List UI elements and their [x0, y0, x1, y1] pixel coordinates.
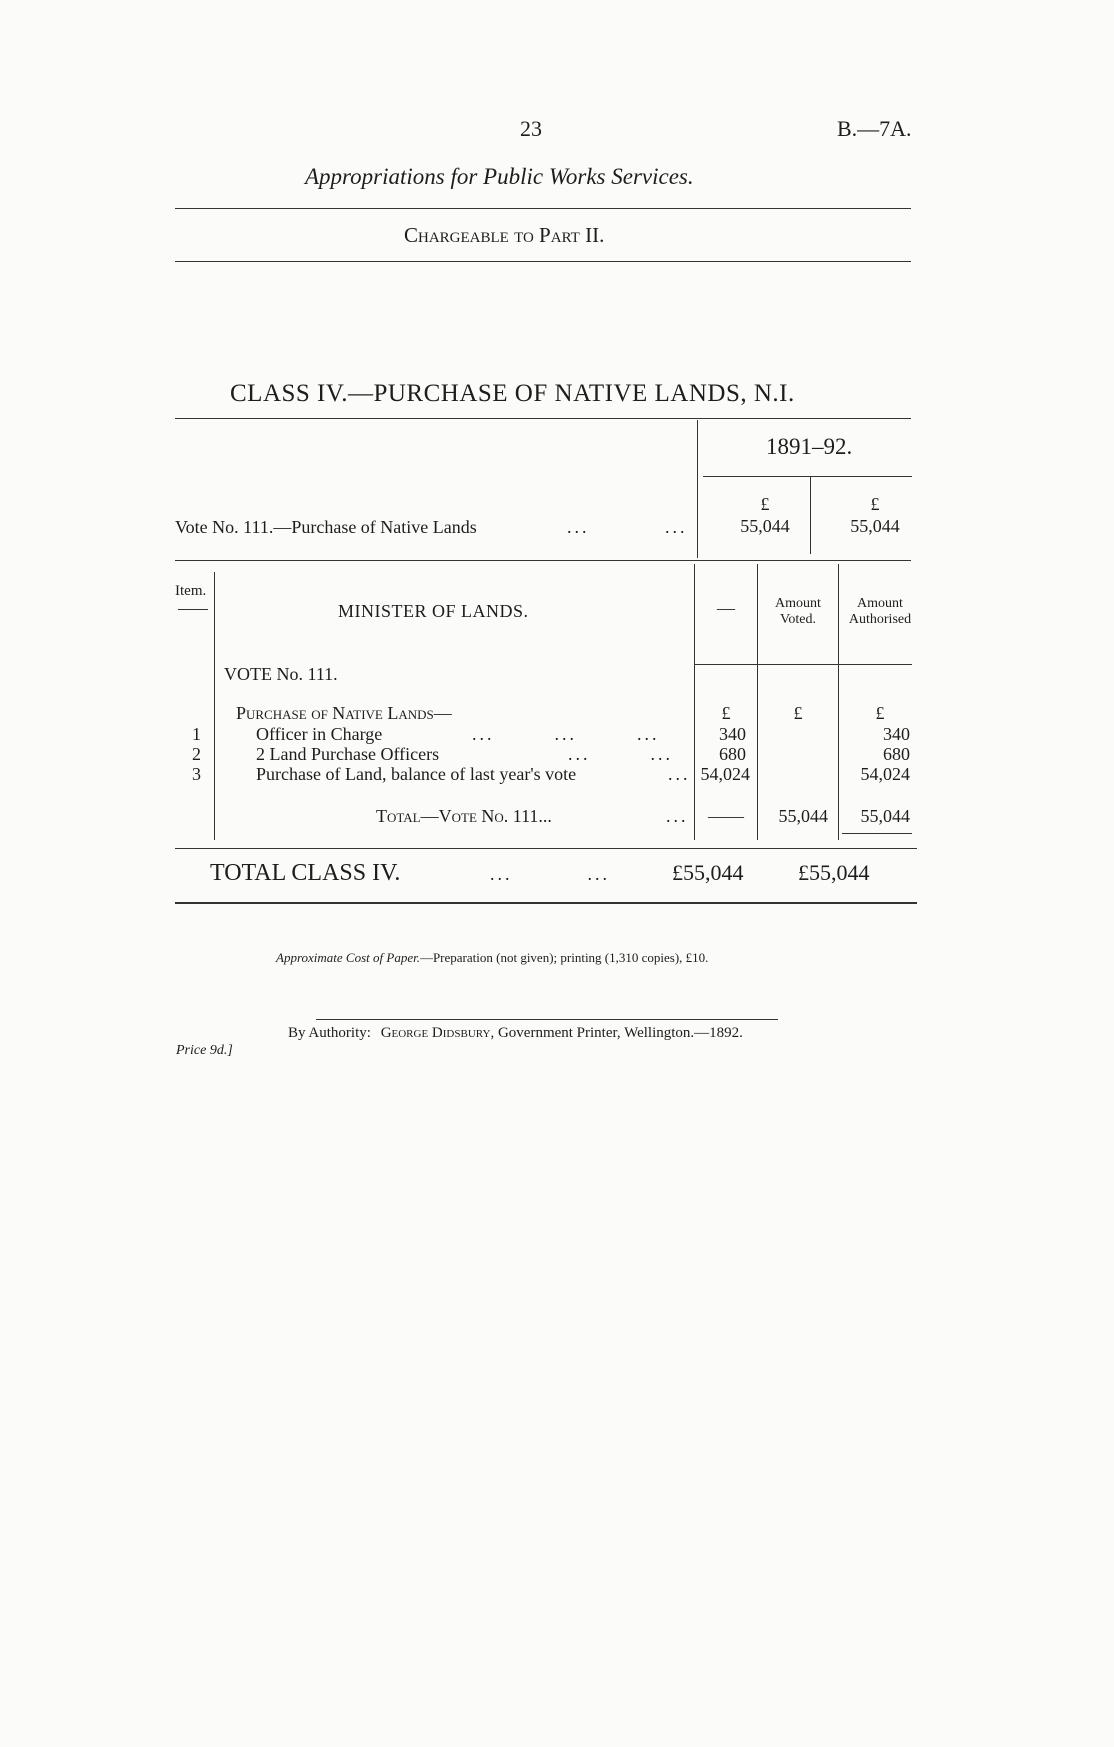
vote-summary-label: Vote No. 111.—Purchase of Native Lands — [175, 517, 477, 537]
year-heading: 1891–92. — [766, 434, 853, 459]
total-class-amount: £55,044 — [672, 860, 744, 885]
section-heading: Purchase of Native Lands— — [236, 703, 452, 723]
leader-dots: ... ... — [490, 864, 610, 884]
row-label: 2 Land Purchase Officers — [256, 744, 440, 764]
summary-amount: 55,044 — [850, 516, 900, 536]
currency-symbol: £ — [760, 494, 770, 514]
total-col3-value: 55,044 — [860, 806, 910, 826]
summary-amount: 55,044 — [740, 516, 790, 536]
item-number: 1 — [192, 724, 201, 744]
subtitle-rule — [175, 261, 911, 262]
col2-divider — [757, 564, 758, 840]
row-col1-value: 340 — [719, 724, 746, 744]
row-col3-value: 340 — [883, 724, 910, 744]
header-rule — [694, 664, 912, 665]
summary-col-divider — [810, 476, 811, 554]
authority-rule — [316, 1019, 778, 1020]
row-label: Purchase of Land, balance of last year's vote — [256, 764, 577, 784]
class-heading: CLASS IV.—PURCHASE OF NATIVE LANDS, N.I. — [230, 380, 795, 407]
total-vote-label: Total—Vote No. 111... — [376, 806, 552, 826]
year-rule — [703, 476, 912, 477]
row-col1-value: 680 — [719, 744, 746, 764]
leader-dots: ... ... — [568, 744, 673, 764]
row-col3-value: 680 — [883, 744, 910, 764]
currency-symbol: £ — [793, 703, 803, 723]
total-class-amount: £55,044 — [798, 860, 870, 885]
summary-bottom-rule — [175, 560, 911, 561]
leader-dots: ... — [665, 517, 688, 537]
item-column-divider — [214, 572, 215, 840]
title-rule — [175, 208, 911, 209]
total-underline — [842, 833, 912, 834]
document-reference: B.—7A. — [837, 116, 912, 141]
minister-heading: MINISTER OF LANDS. — [338, 601, 529, 621]
class-total-bottom-rule — [175, 902, 917, 904]
class-total-top-rule — [175, 848, 917, 849]
summary-divider — [697, 420, 698, 558]
item-number: 2 — [192, 744, 201, 764]
leader-dots: ... — [567, 517, 590, 537]
authority-line — [288, 1025, 743, 1042]
total-col2-value: 55,044 — [778, 806, 828, 826]
total-col1-value: —— — [708, 806, 744, 826]
col3-divider — [838, 564, 839, 840]
page-title: Appropriations for Public Works Services. — [305, 164, 694, 189]
price-note: Price 9d.] — [176, 1043, 233, 1058]
cost-note-text: —Preparation (not given); printing (1,310 copies), £10. — [419, 950, 709, 965]
currency-symbol: £ — [870, 494, 880, 514]
currency-symbol: £ — [875, 703, 885, 723]
authority-label: By Authority: — [288, 1025, 371, 1041]
summary-top-rule — [175, 418, 911, 419]
chargeable-heading: Chargeable to Part II. — [404, 223, 605, 247]
col2-header: Amount Voted. — [775, 596, 821, 627]
item-column-header: Item. — [175, 583, 207, 599]
cost-note-label: Approximate Cost of Paper. — [276, 950, 420, 965]
item-header-dash — [178, 609, 208, 610]
row-label: Officer in Charge — [256, 724, 383, 744]
page-number: 23 — [520, 116, 542, 141]
leader-dots: ... — [668, 764, 691, 784]
currency-symbol: £ — [721, 703, 731, 723]
row-col3-value: 54,024 — [860, 764, 910, 784]
total-class-label: TOTAL CLASS IV. — [210, 860, 401, 886]
leader-dots: ... ... ... — [472, 724, 660, 744]
item-number: 3 — [192, 764, 201, 784]
cost-note — [276, 950, 708, 966]
leader-dots: ... — [666, 806, 689, 826]
col1-divider — [694, 564, 695, 840]
printer-details: , Government Printer, Wellington.—1892. — [490, 1025, 743, 1041]
row-col1-value: 54,024 — [700, 764, 750, 784]
printer-name: George Didsbury — [380, 1025, 491, 1041]
col1-header: — — [717, 598, 735, 618]
vote-heading: VOTE No. 111. — [224, 664, 338, 684]
col3-header: Amount Authorised — [848, 596, 912, 627]
